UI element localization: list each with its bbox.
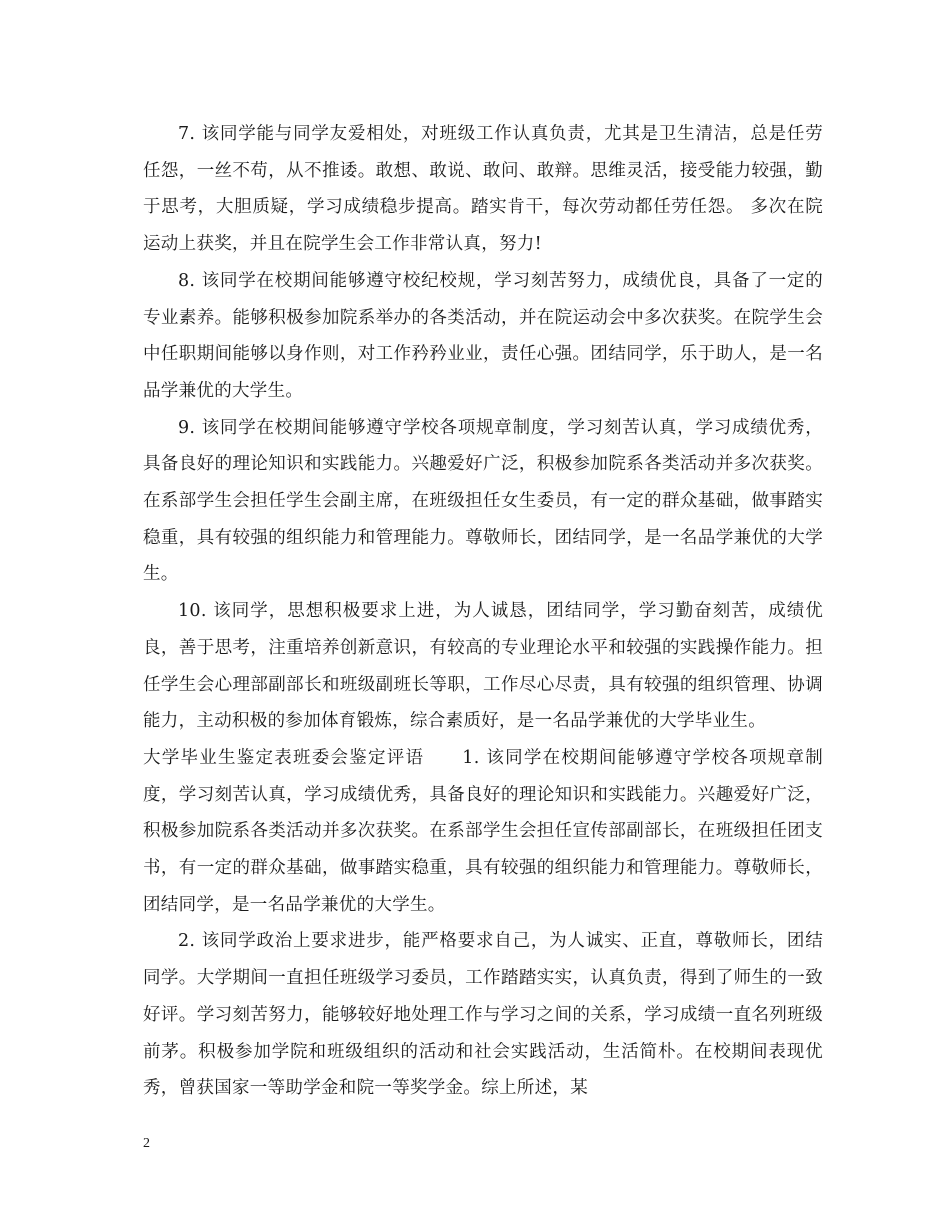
body-text (143, 116, 823, 1107)
section-heading: 大学毕业生鉴定表班委会鉴定评语 (143, 747, 425, 768)
page-number: 2 (143, 1136, 150, 1151)
paragraph-10: 10. 该同学，思想积极要求上进，为人诚恳，团结同学，学习勤奋刻苦，成绩优良，善于思考，注重培养创新意识，有较高的专业理论水平和较强的实践操作能力。担任学生会心理部副部长和班级副班长等职，工作尽心尽责，具有较强的组织管理、协调能力，主动积极的参加体育锻炼，综合素质好，是一名品学兼优的大学毕业生。 (143, 601, 823, 732)
paragraph-2: 2. 该同学政治上要求进步，能严格要求自己，为人诚实、正直，尊敬师长，团结同学。大学期间一直担任班级学习委员，工作踏踏实实，认真负责，得到了师生的一致好评。学习刻苦努力，能够较好地处理工作与学习之间的关系，学习成绩一直名列班级前茅。积极参加学院和班级组织的活动和社会实践活动，生活简朴。在校期间表现优秀，曾获国家一等助学金和院一等奖学金。综上所述，某 (143, 931, 823, 1099)
paragraph-8: 8. 该同学在校期间能够遵守校纪校规，学习刻苦努力，成绩优良，具备了一定的专业素养。能够积极参加院系举办的各类活动，并在院运动会中多次获奖。在院学生会中任职期间能够以身作则，对工作矜矜业业，责任心强。团结同学，乐于助人，是一名品学兼优的大学生。 (143, 270, 823, 401)
section-paragraph (143, 740, 823, 924)
paragraph-7: 7. 该同学能与同学友爱相处，对班级工作认真负责，尤其是卫生清洁，总是任劳任怨，一丝不苟，从不推诿。敢想、敢说、敢问、敢辩。思维灵活，接受能力较强，勤于思考，大胆质疑，学习成绩稳步提高。踏实肯干，每次劳动都任劳任怨。 多次在院运动上获奖，并且在院学生会工作非常认真，努力! (143, 124, 823, 255)
paragraph-9: 9. 该同学在校期间能够遵守学校各项规章制度，学习刻苦认真，学习成绩优秀，具备良好的理论知识和实践能力。兴趣爱好广泛，积极参加院系各类活动并多次获奖。在系部学生会担任学生会副主席，在班级担任女生委员，有一定的群众基础，做事踏实稳重，具有较强的组织能力和管理能力。尊敬师长，团结同学，是一名品学兼优的大学生。 (143, 417, 823, 585)
section-item-1: 1. 该同学在校期间能够遵守学校各项规章制度，学习刻苦认真，学习成绩优秀，具备良好的理论知识和实践能力。兴趣爱好广泛，积极参加院系各类活动并多次获奖。在系部学生会担任宣传部副部长，在班级担任团支书，有一定的群众基础，做事踏实稳重，具有较强的组织能力和管理能力。尊敬师长，团结同学，是一名品学兼优的大学生。 (143, 747, 824, 915)
